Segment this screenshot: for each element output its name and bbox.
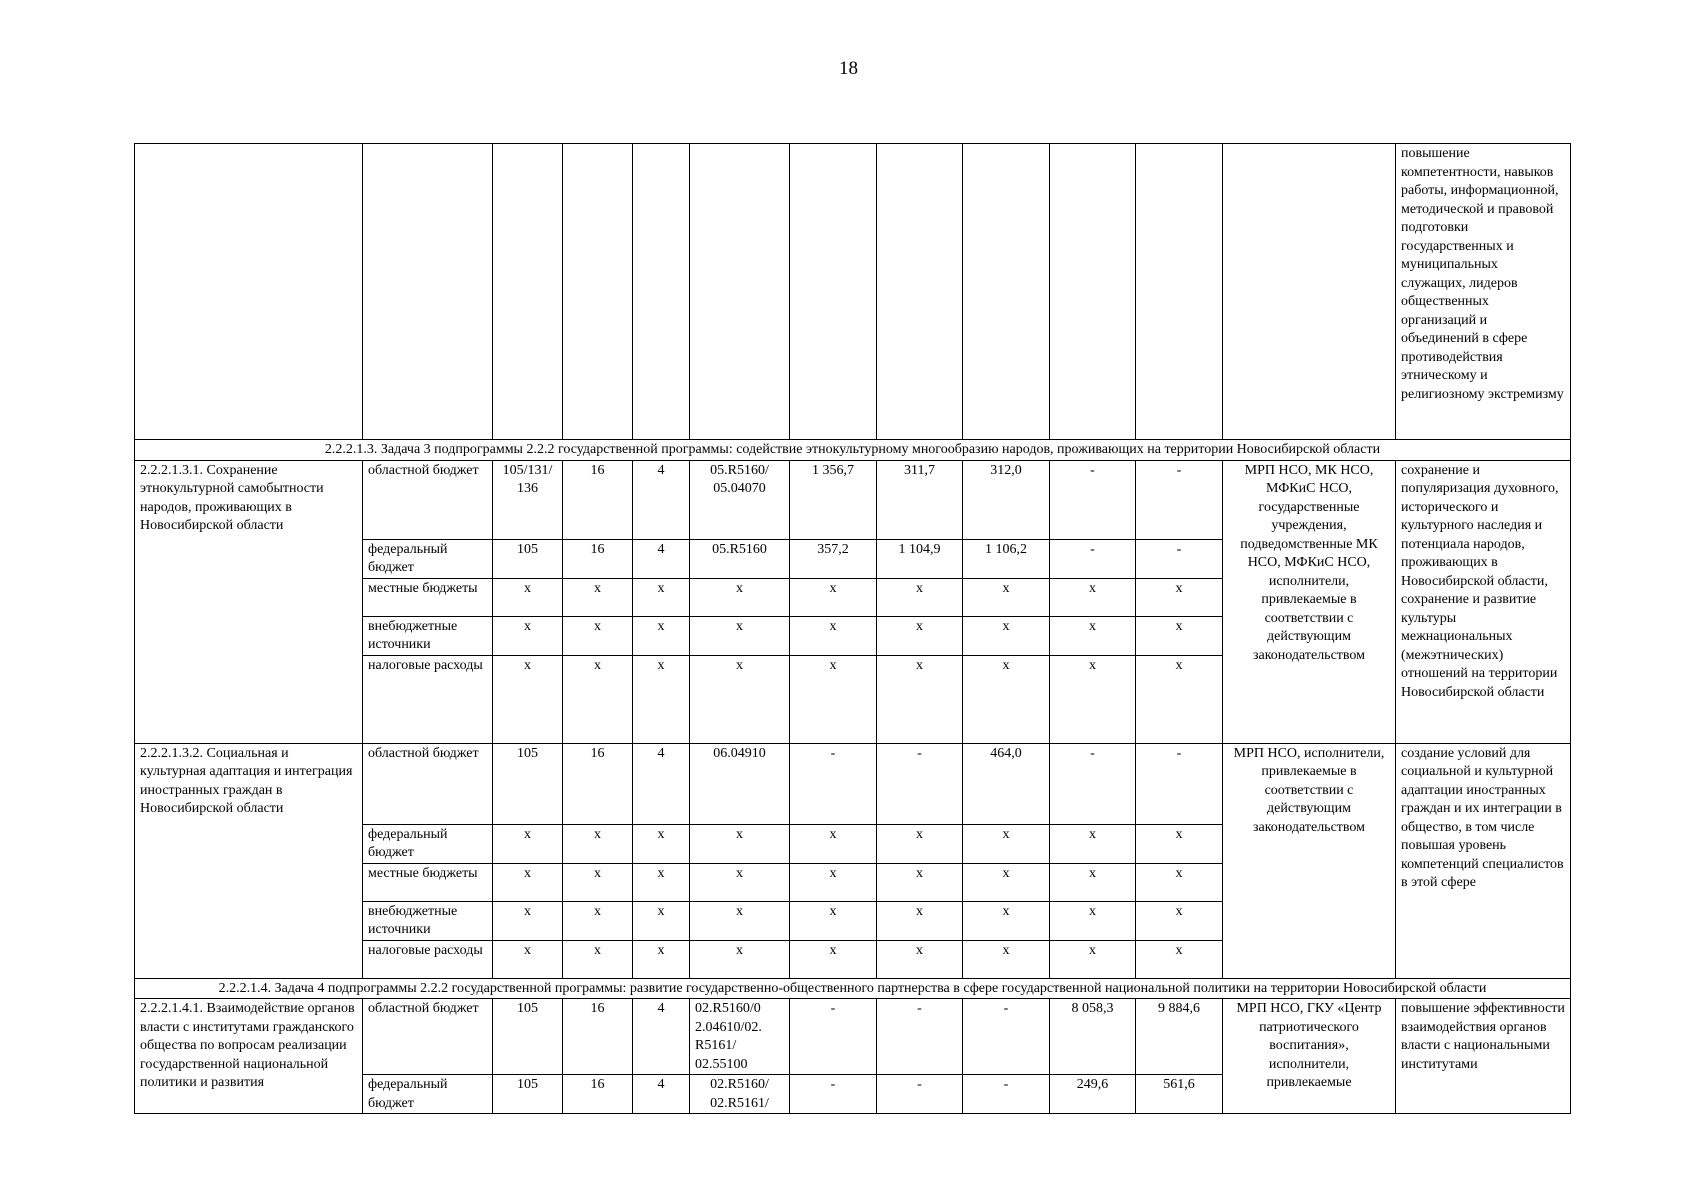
year5-cell: x [1136, 824, 1223, 863]
pr-cell: 4 [633, 460, 690, 539]
table-row [135, 460, 1571, 539]
year1-cell: - [790, 743, 877, 824]
year3-cell: x [963, 616, 1050, 655]
year5-cell: 9 884,6 [1136, 999, 1223, 1075]
table-row [135, 144, 1571, 440]
rz-cell: x [563, 940, 633, 978]
table-row [135, 999, 1571, 1075]
year1-cell: - [790, 999, 877, 1075]
year1-cell: x [790, 940, 877, 978]
pr-cell: 4 [633, 539, 690, 578]
year3-cell: - [963, 1075, 1050, 1114]
year2-cell: x [877, 655, 963, 743]
grbs-cell: 105 [493, 1075, 563, 1114]
year2-cell: x [877, 863, 963, 901]
year2-cell: 311,7 [877, 460, 963, 539]
funding-source-cell: областной бюджет [363, 743, 493, 824]
pr-cell: x [633, 863, 690, 901]
rz-cell: 16 [563, 539, 633, 578]
expected-result-cell: повышение эффективности взаимодействия органов власти с национальными институтами [1396, 999, 1571, 1114]
rz-cell: x [563, 901, 633, 940]
csr-cell: x [690, 655, 790, 743]
pr-cell: x [633, 824, 690, 863]
year2-cell: x [877, 578, 963, 616]
year3-cell: 312,0 [963, 460, 1050, 539]
year4-cell: x [1050, 824, 1136, 863]
pr-cell: 4 [633, 1075, 690, 1114]
year5-cell: - [1136, 539, 1223, 578]
year3-cell: 464,0 [963, 743, 1050, 824]
year4-cell: - [1050, 460, 1136, 539]
csr-cell: 05.R5160 [690, 539, 790, 578]
year4-cell: - [1050, 539, 1136, 578]
page-number: 18 [839, 58, 858, 79]
pr-cell: x [633, 940, 690, 978]
rz-cell: 16 [563, 999, 633, 1075]
year1-cell: 357,2 [790, 539, 877, 578]
year4-cell: x [1050, 616, 1136, 655]
rz-cell: 16 [563, 743, 633, 824]
year5-cell: x [1136, 940, 1223, 978]
csr-cell: 06.04910 [690, 743, 790, 824]
year3-cell: x [963, 655, 1050, 743]
year2-cell: x [877, 901, 963, 940]
table-row [135, 743, 1571, 824]
year1-cell: x [790, 824, 877, 863]
year1-cell: x [790, 901, 877, 940]
year5-cell: x [1136, 901, 1223, 940]
task-header-row [135, 440, 1571, 461]
task-title: 2.2.2.1.4. Задача 4 подпрограммы 2.2.2 государственной программы: развитие государственно-общественного партнерства в сфере государственной национальной политики на территории Новосибирской области [135, 978, 1571, 999]
year1-cell: x [790, 863, 877, 901]
activity-name-cell: 2.2.2.1.4.1. Взаимодействие органов власти с институтами гражданского общества по вопросам реализации государственной национальной политики и развития [135, 999, 363, 1114]
rz-cell: 16 [563, 460, 633, 539]
year3-cell: x [963, 901, 1050, 940]
task-title: 2.2.2.1.3. Задача 3 подпрограммы 2.2.2 государственной программы: содействие этнокультурному многообразию народов, проживающих на территории Новосибирской области [135, 440, 1571, 461]
year4-cell: 8 058,3 [1050, 999, 1136, 1075]
year3-cell: 1 106,2 [963, 539, 1050, 578]
year5-cell: - [1136, 743, 1223, 824]
year2-cell: - [877, 999, 963, 1075]
csr-cell: x [690, 578, 790, 616]
task-header-row [135, 978, 1571, 999]
funding-source-cell: областной бюджет [363, 460, 493, 539]
year4-cell: x [1050, 578, 1136, 616]
activity-name-cell: 2.2.2.1.3.1. Сохранение этнокультурной самобытности народов, проживающих в Новосибирской области [135, 460, 363, 743]
csr-cell: 02.R5160/ 02.R5161/ [690, 1075, 790, 1114]
year3-cell: x [963, 940, 1050, 978]
year2-cell: - [877, 1075, 963, 1114]
expected-result-cell: повышение компетентности, навыков работы, информационной, методической и правовой подготовки государственных и муниципальных служащих, лидеров общественных организаций и объединений в сфере противодействия этническому и религиозному экстремизму [1396, 144, 1571, 440]
year4-cell: - [1050, 743, 1136, 824]
csr-cell: 02.R5160/0 2.04610/02. R5161/ 02.55100 [690, 999, 790, 1075]
rz-cell: x [563, 616, 633, 655]
year5-cell: x [1136, 578, 1223, 616]
year3-cell: - [963, 999, 1050, 1075]
year3-cell: x [963, 863, 1050, 901]
year1-cell: x [790, 616, 877, 655]
pr-cell: 4 [633, 999, 690, 1075]
year5-cell: x [1136, 863, 1223, 901]
funding-source-cell: федеральный бюджет [363, 1075, 493, 1114]
year3-cell: x [963, 824, 1050, 863]
csr-cell: x [690, 824, 790, 863]
csr-cell: x [690, 901, 790, 940]
grbs-cell: x [493, 616, 563, 655]
year2-cell: 1 104,9 [877, 539, 963, 578]
rz-cell: x [563, 824, 633, 863]
year2-cell: x [877, 940, 963, 978]
year4-cell: x [1050, 863, 1136, 901]
executor-cell: МРП НСО, МК НСО, МФКиС НСО, государственные учреждения, подведомственные МК НСО, МФКиС НСО, исполнители, привлекаемые в соответствии с действующим законодательством [1223, 460, 1396, 743]
year4-cell: x [1050, 655, 1136, 743]
rz-cell: 16 [563, 1075, 633, 1114]
rz-cell: x [563, 863, 633, 901]
executor-cell: МРП НСО, исполнители, привлекаемые в соответствии с действующим законодательством [1223, 743, 1396, 978]
year4-cell: 249,6 [1050, 1075, 1136, 1114]
funding-source-cell: налоговые расходы [363, 655, 493, 743]
year2-cell: x [877, 616, 963, 655]
grbs-cell: x [493, 940, 563, 978]
csr-cell: 05.R5160/ 05.04070 [690, 460, 790, 539]
year3-cell: x [963, 578, 1050, 616]
pr-cell: x [633, 616, 690, 655]
grbs-cell: x [493, 901, 563, 940]
year4-cell: x [1050, 901, 1136, 940]
grbs-cell: x [493, 655, 563, 743]
rz-cell: x [563, 655, 633, 743]
funding-source-cell: федеральный бюджет [363, 539, 493, 578]
funding-source-cell: налоговые расходы [363, 940, 493, 978]
csr-cell: x [690, 940, 790, 978]
pr-cell: 4 [633, 743, 690, 824]
grbs-cell: 105 [493, 743, 563, 824]
grbs-cell: 105/131/ 136 [493, 460, 563, 539]
grbs-cell: x [493, 824, 563, 863]
year5-cell: - [1136, 460, 1223, 539]
year5-cell: 561,6 [1136, 1075, 1223, 1114]
program-activities-table [134, 143, 1571, 1114]
year2-cell: x [877, 824, 963, 863]
funding-source-cell: федеральный бюджет [363, 824, 493, 863]
grbs-cell: x [493, 578, 563, 616]
csr-cell: x [690, 616, 790, 655]
year1-cell: - [790, 1075, 877, 1114]
year1-cell: x [790, 655, 877, 743]
activity-name-cell: 2.2.2.1.3.2. Социальная и культурная адаптация и интеграция иностранных граждан в Новосибирской области [135, 743, 363, 978]
funding-source-cell: местные бюджеты [363, 863, 493, 901]
year5-cell: x [1136, 616, 1223, 655]
expected-result-cell: создание условий для социальной и культурной адаптации иностранных граждан и их интеграции в общество, в том числе повышая уровень компетенций специалистов в этой сфере [1396, 743, 1571, 978]
year1-cell: 1 356,7 [790, 460, 877, 539]
rz-cell: x [563, 578, 633, 616]
funding-source-cell: областной бюджет [363, 999, 493, 1075]
executor-cell: МРП НСО, ГКУ «Центр патриотического воспитания», исполнители, привлекаемые [1223, 999, 1396, 1114]
grbs-cell: x [493, 863, 563, 901]
expected-result-cell: сохранение и популяризация духовного, исторического и культурного наследия и потенциала народов, проживающих в Новосибирской области, сохранение и развитие культуры межнациональных (межэтнических) отношений на территории Новосибирской области [1396, 460, 1571, 743]
year4-cell: x [1050, 940, 1136, 978]
grbs-cell: 105 [493, 539, 563, 578]
year1-cell: x [790, 578, 877, 616]
funding-source-cell: местные бюджеты [363, 578, 493, 616]
pr-cell: x [633, 655, 690, 743]
pr-cell: x [633, 901, 690, 940]
pr-cell: x [633, 578, 690, 616]
funding-source-cell: внебюджетные источники [363, 901, 493, 940]
funding-source-cell: внебюджетные источники [363, 616, 493, 655]
year2-cell: - [877, 743, 963, 824]
year5-cell: x [1136, 655, 1223, 743]
csr-cell: x [690, 863, 790, 901]
grbs-cell: 105 [493, 999, 563, 1075]
